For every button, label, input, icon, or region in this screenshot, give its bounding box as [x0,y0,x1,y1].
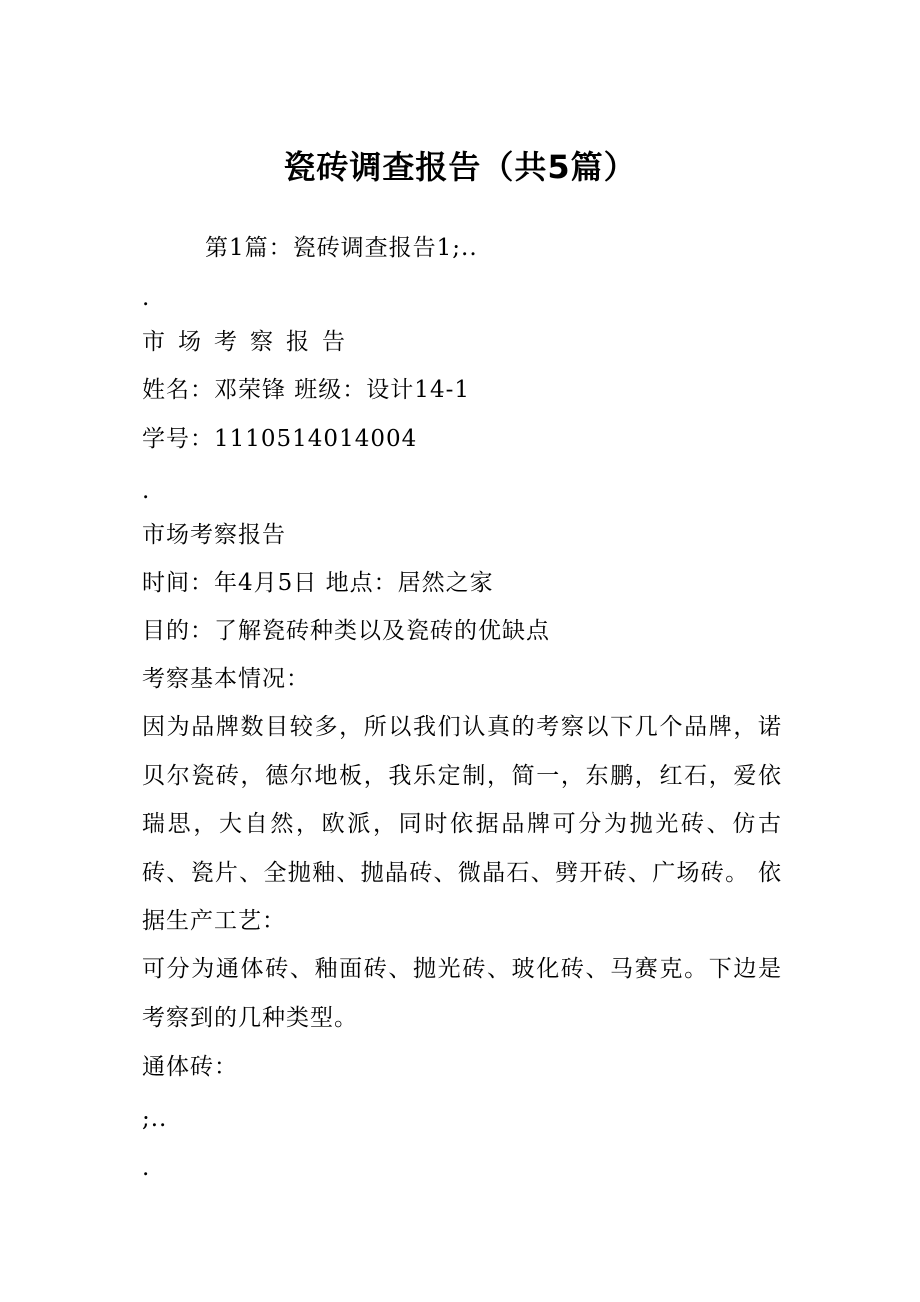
dot-separator: . [142,478,151,504]
student-id-line: 学号：1110514014004 [142,426,418,452]
report-heading-spaced: 市场考察报告 [142,329,358,355]
part-heading: 第1篇：瓷砖调查报告1;.. [205,235,478,261]
process-paragraph: 可分为通体砖、釉面砖、抛光砖、玻化砖、马赛克。下边是考察到的几种类型。 [142,956,782,1031]
dot-separator: ;.. [142,1106,168,1132]
purpose-line: 目的：了解瓷砖种类以及瓷砖的优缺点 [142,618,550,644]
section-label: 通体砖： [142,1054,238,1080]
document-title: 瓷砖调查报告（共5篇） [283,148,637,186]
dot-separator: . [142,285,151,311]
dot-separator: . [142,1155,151,1181]
time-place-line: 时间：年4月5日 地点：居然之家 [142,570,494,596]
name-class-line: 姓名：邓荣锋 班级：设计14-1 [142,377,470,403]
report-heading: 市场考察报告 [142,522,286,548]
brands-paragraph: 因为品牌数目较多，所以我们认真的考察以下几个品牌，诺贝尔瓷砖，德尔地板，我乐定制，简一，东鹏，红石，爱依瑞思，大自然，欧派，同时依据品牌可分为抛光砖、仿古砖、瓷片、全抛釉、抛晶砖、微晶石、劈开砖、广场砖。 依据生产工艺： [142,714,782,934]
section-label: 考察基本情况： [142,666,310,692]
